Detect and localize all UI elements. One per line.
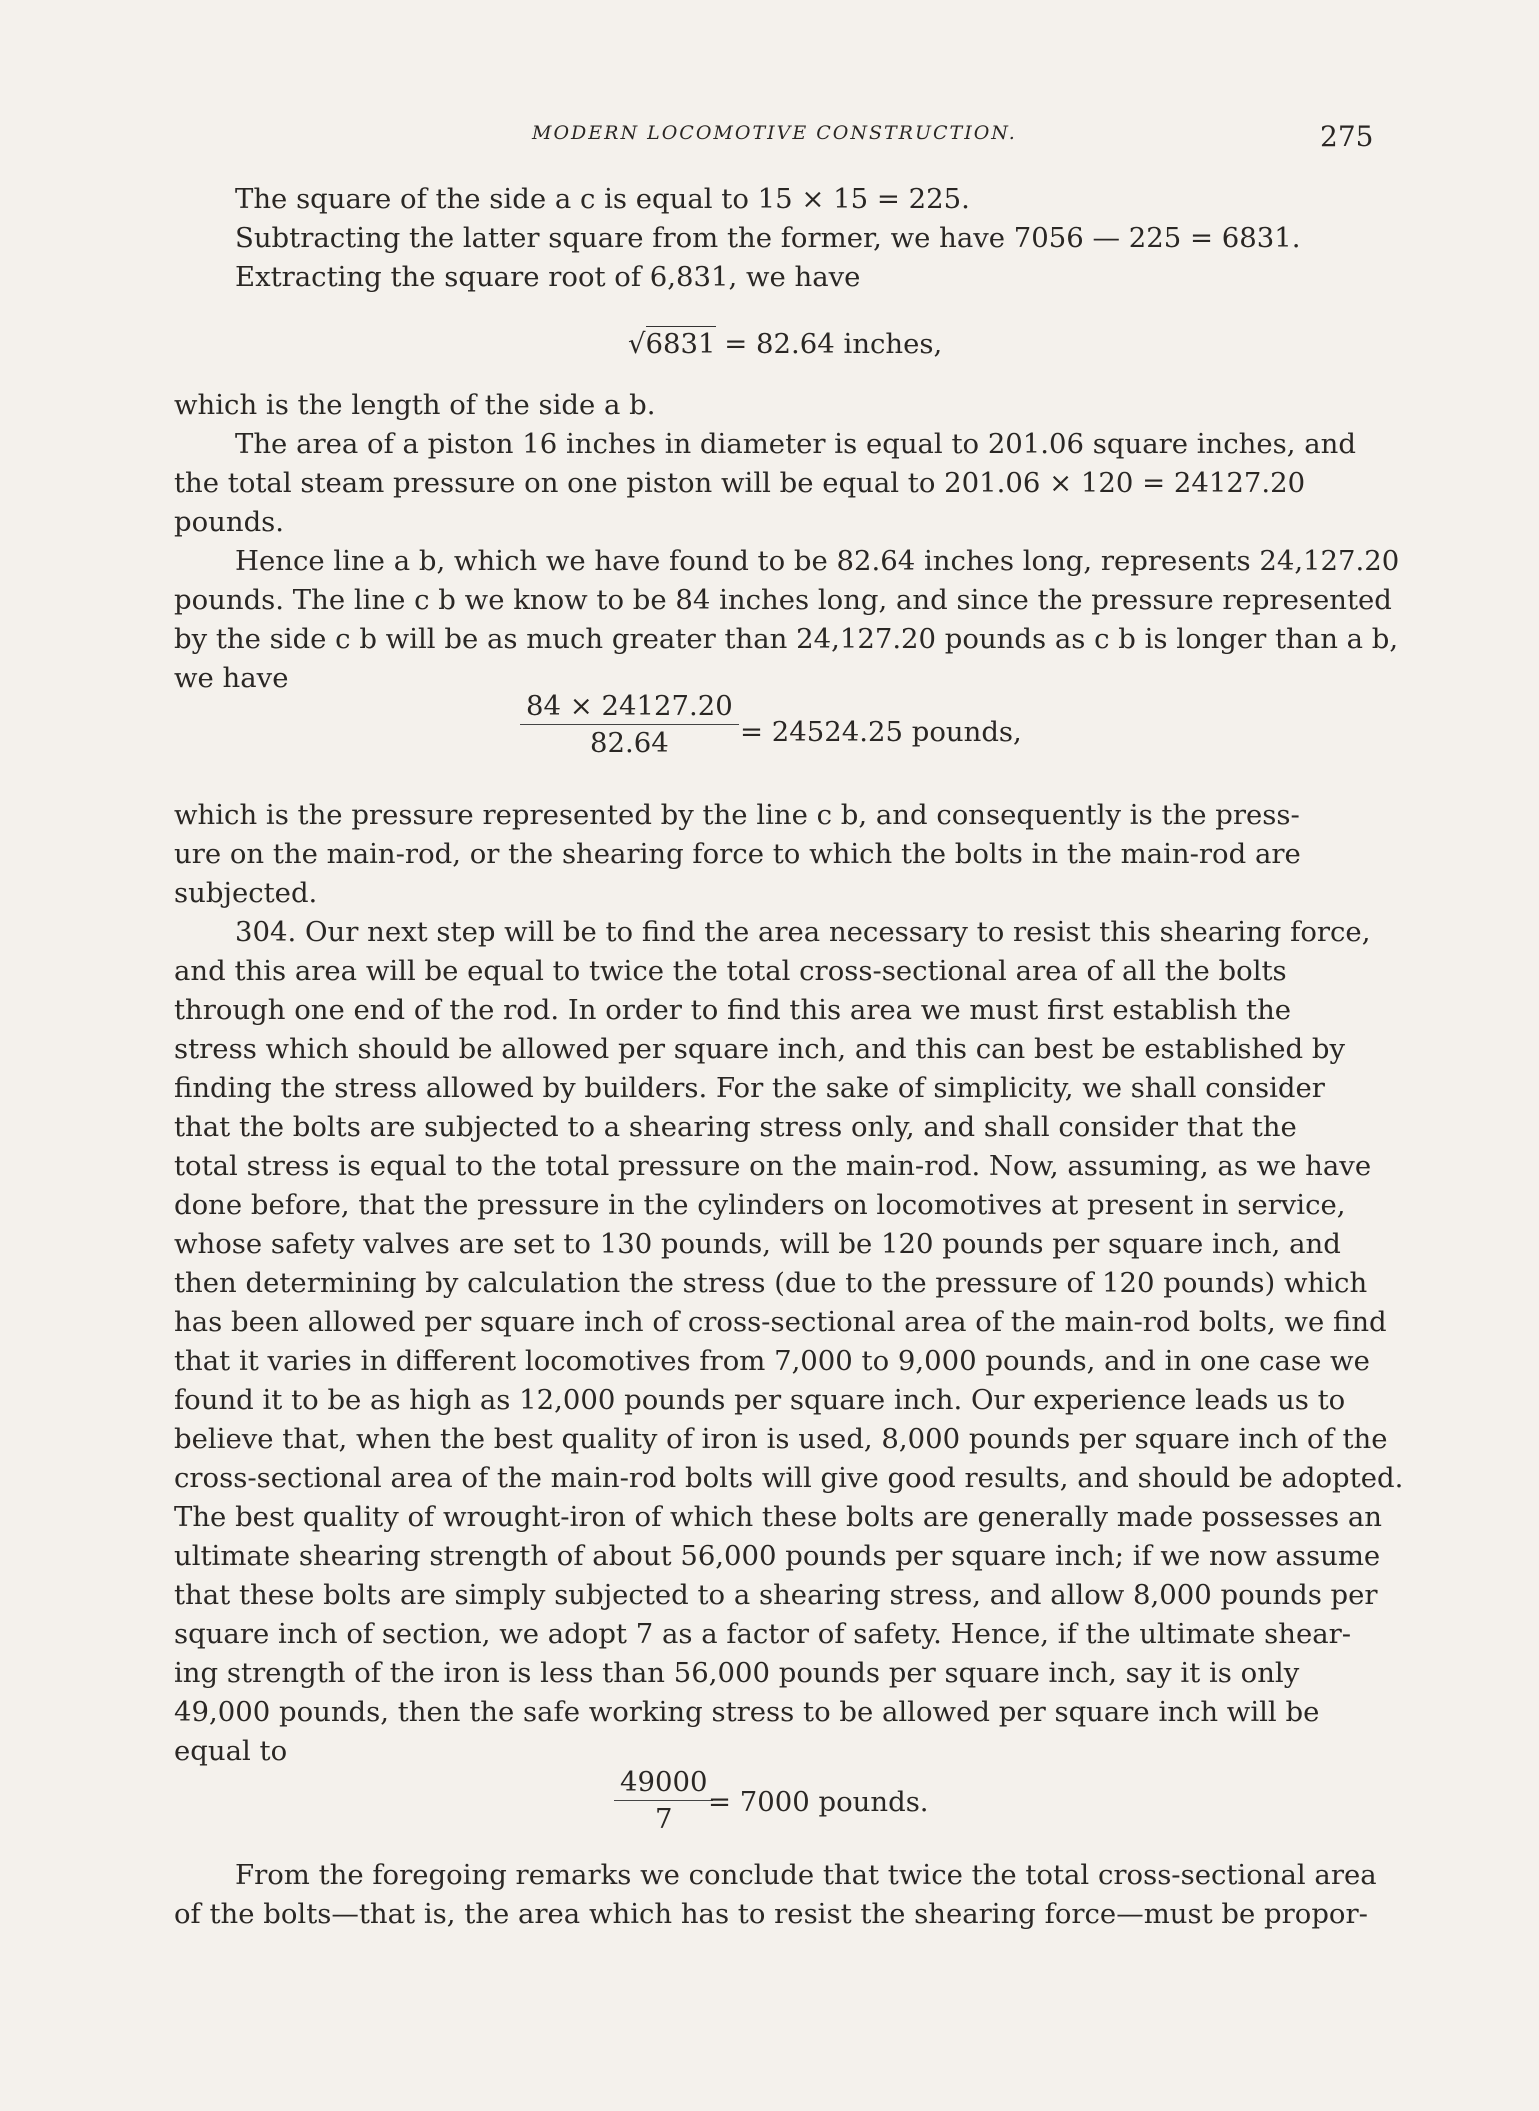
text-line: The square of the side a c is equal to 15 × 15 = 225.: [235, 183, 970, 215]
text-line: square inch of section, we adopt 7 as a factor of safety. Hence, if the ultimate shear-: [174, 1618, 1352, 1650]
text-line: that it varies in different locomotives from 7,000 to 9,000 pounds, and in one case we: [174, 1345, 1370, 1377]
text-line: done before, that the pressure in the cylinders on locomotives at present in service,: [174, 1189, 1346, 1221]
text-line: ultimate shearing strength of about 56,000 pounds per square inch; if we now assume: [174, 1540, 1381, 1572]
fraction-numerator: 84 × 24127.20: [520, 690, 739, 725]
radical-sign: √: [628, 328, 646, 360]
radicand: 6831: [645, 328, 716, 360]
text-line: The area of a piston 16 inches in diameter is equal to 201.06 square inches, and: [235, 428, 1356, 460]
text-line: and this area will be equal to twice the total cross-sectional area of all the bolts: [174, 955, 1287, 987]
fraction-denominator: 7: [654, 1803, 673, 1835]
equation-result: = 82.64 inches,: [715, 328, 943, 360]
text-line: ing strength of the iron is less than 56,000 pounds per square inch, say it is only: [174, 1657, 1300, 1689]
paragraph-block-b: [174, 386, 1400, 698]
text-line: stress which should be allowed per square inch, and this can best be established by: [174, 1033, 1345, 1065]
equation-result: = 24524.25 pounds,: [740, 716, 1022, 748]
text-line: found it to be as high as 12,000 pounds per square inch. Our experience leads us to: [174, 1384, 1346, 1416]
text-line: that the bolts are subjected to a shearing stress only, and shall consider that the: [174, 1111, 1297, 1143]
text-line: 49,000 pounds, then the safe working stress to be allowed per square inch will be: [174, 1696, 1320, 1728]
paragraph-block-d: [174, 1856, 1377, 1934]
text-line: subjected.: [174, 877, 318, 909]
text-line: Subtracting the latter square from the former, we have 7056 — 225 = 6831.: [235, 222, 1301, 254]
fraction-denominator: 82.64: [590, 727, 669, 759]
text-line: From the foregoing remarks we conclude that twice the total cross-sectional area: [235, 1859, 1377, 1891]
text-line: which is the length of the side a b.: [174, 389, 656, 421]
fraction-numerator: 49000: [614, 1766, 713, 1801]
equation-stress-fraction: [614, 1766, 713, 1835]
text-line: pounds.: [174, 506, 285, 538]
text-line: of the bolts—that is, the area which has to resist the shearing force—must be propor-: [174, 1898, 1368, 1930]
text-line: cross-sectional area of the main-rod bolts will give good results, and should be adopted.: [174, 1462, 1404, 1494]
equation-result: = 7000 pounds.: [708, 1786, 929, 1818]
paragraph-block-a: [174, 180, 1369, 297]
text-line: whose safety valves are set to 130 pounds, will be 120 pounds per square inch, and: [174, 1228, 1341, 1260]
text-line: 304. Our next step will be to find the area necessary to resist this shearing force,: [235, 916, 1371, 948]
text-line: finding the stress allowed by builders. For the sake of simplicity, we shall consider: [174, 1072, 1325, 1104]
text-line: we have: [174, 662, 289, 694]
text-line: then determining by calculation the stress (due to the pressure of 120 pounds) which: [174, 1267, 1368, 1299]
text-line: believe that, when the best quality of iron is used, 8,000 pounds per square inch of the: [174, 1423, 1388, 1455]
text-line: equal to: [174, 1735, 288, 1767]
running-title: MODERN LOCOMOTIVE CONSTRUCTION.: [532, 122, 1017, 144]
page-number: 275: [1320, 120, 1374, 153]
text-line: ure on the main-rod, or the shearing force to which the bolts in the main-rod are: [174, 838, 1301, 870]
text-line: Hence line a b, which we have found to be 82.64 inches long, represents 24,127.20: [235, 545, 1400, 577]
text-line: pounds. The line c b we know to be 84 inches long, and since the pressure represented: [174, 584, 1392, 616]
paragraph-block-c: [174, 796, 1404, 1771]
text-line: total stress is equal to the total pressure on the main-rod. Now, assuming, as we have: [174, 1150, 1372, 1182]
text-line: The best quality of wrought-iron of which these bolts are generally made possesses an: [174, 1501, 1382, 1533]
text-line: which is the pressure represented by the line c b, and consequently is the press-: [174, 799, 1300, 831]
text-line: Extracting the square root of 6,831, we have: [235, 261, 861, 293]
text-line: that these bolts are simply subjected to a shearing stress, and allow 8,000 pounds per: [174, 1579, 1378, 1611]
equation-square-root: [628, 328, 942, 360]
text-line: the total steam pressure on one piston will be equal to 201.06 × 120 = 24127.20: [174, 467, 1306, 499]
text-line: by the side c b will be as much greater than 24,127.20 pounds as c b is longer than a b,: [174, 623, 1399, 655]
equation-pressure-fraction: [520, 690, 739, 759]
text-line: through one end of the rod. In order to find this area we must first establish the: [174, 994, 1292, 1026]
text-line: has been allowed per square inch of cross-sectional area of the main-rod bolts, we find: [174, 1306, 1387, 1338]
